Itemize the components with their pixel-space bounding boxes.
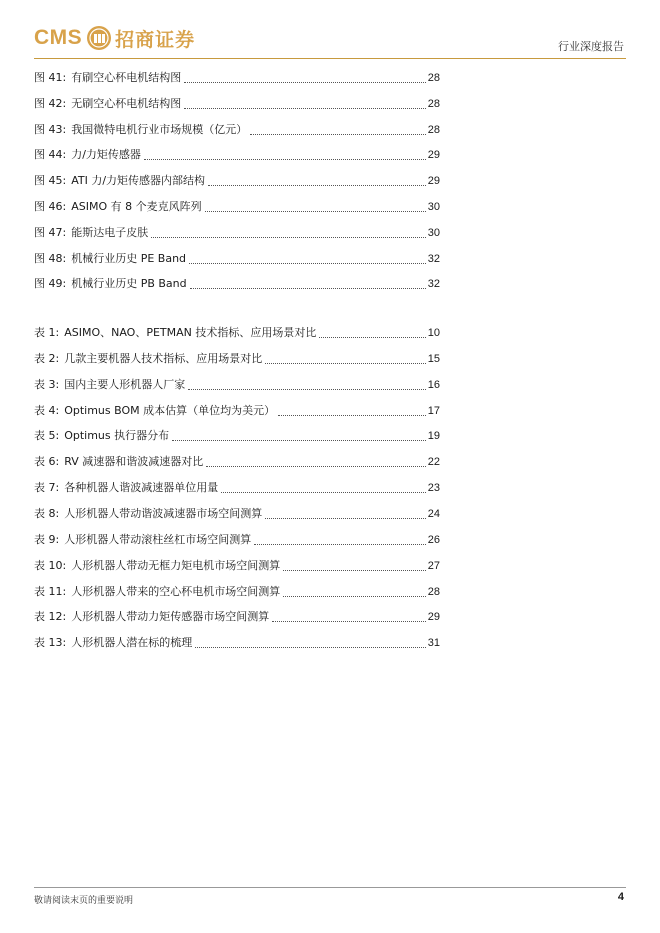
entry-title: 人形机器人带动谐波减速器市场空间测算 [64,506,263,520]
entry-page: 32 [427,278,440,291]
logo-chinese-text: 招商证券 [115,28,196,51]
dot-leader [319,336,425,338]
entry-title: 无刷空心杯电机结构图 [71,96,182,110]
table-entry[interactable] [34,634,440,652]
dot-leader [144,158,426,160]
dot-leader [283,569,426,571]
figure-entry[interactable] [34,146,440,164]
figure-entry[interactable] [34,224,440,242]
entry-page: 19 [427,430,440,443]
entry-title: ATI 力/力矩传感器内部结构 [71,174,206,188]
entry-page: 32 [427,252,440,265]
entry-number: 图 46: [34,200,67,213]
entry-title: 我国微特电机行业市场规模（亿元） [71,122,248,136]
dot-leader [206,465,425,467]
table-entry[interactable] [34,427,440,445]
figure-entry[interactable] [34,172,440,190]
entry-title: RV 减速器和谐波减速器对比 [64,455,204,469]
entry-number: 表 13: [34,636,67,650]
dot-leader [189,262,426,264]
entry-page: 28 [427,97,440,110]
entry-page: 27 [427,559,440,572]
entry-number: 图 49: [34,277,67,291]
entry-page: 30 [427,226,440,239]
header-divider [34,58,626,59]
entry-page: 26 [427,533,440,546]
entry-number: 表 1: [34,326,60,339]
entry-number: 图 45: [34,174,67,188]
figure-entry[interactable] [34,198,440,216]
entry-number: 图 43: [34,122,67,136]
entry-page: 15 [427,352,440,365]
footer-note: 敬请阅读末页的重要说明 [34,896,134,906]
entry-page: 28 [427,123,440,136]
entry-page: 22 [427,456,440,469]
entry-number: 表 11: [34,584,67,598]
entry-number: 图 41: [34,71,67,84]
entry-title: Optimus BOM 成本估算（单位均为美元） [64,403,276,417]
dot-leader [265,517,426,519]
entry-title: 机械行业历史 PE Band [71,251,187,265]
page-header [0,0,660,62]
entry-page: 29 [427,149,440,162]
logo-latin-text: CMS [34,26,83,49]
table-entry[interactable] [34,453,440,471]
entry-page: 10 [427,327,440,339]
entry-number: 表 2: [34,351,60,365]
table-entry[interactable] [34,324,440,342]
entry-title: 几款主要机器人技术指标、应用场景对比 [64,351,263,365]
entry-number: 表 7: [34,481,60,495]
figure-entry[interactable] [34,121,440,139]
dot-leader [151,236,426,238]
dot-leader [278,414,426,416]
entry-title: 人形机器人带动无框力矩电机市场空间测算 [71,558,281,572]
entry-page: 30 [427,201,440,213]
figure-entry[interactable] [34,69,440,87]
report-type: 行业深度报告 [558,40,624,53]
dot-leader [265,362,426,364]
cms-emblem-icon [86,25,112,51]
entry-page: 23 [427,482,440,495]
entry-page: 28 [427,585,440,598]
table-entry[interactable] [34,376,440,394]
entry-title: 人形机器人潜在标的梳理 [71,636,193,650]
entry-number: 表 10: [34,558,67,572]
entry-title: 能斯达电子皮肤 [71,225,149,239]
entry-title: 人形机器人带动力矩传感器市场空间测算 [71,610,270,624]
entry-number: 表 8: [34,506,60,520]
table-entry[interactable] [34,402,440,420]
entry-page: 28 [427,72,440,84]
dot-leader [195,646,426,648]
table-entry[interactable] [34,479,440,497]
entry-page: 29 [427,611,440,624]
entry-title: 力/力矩传感器 [71,148,141,162]
entry-number: 表 9: [34,532,60,546]
figure-entry[interactable] [34,275,440,293]
entry-number: 表 6: [34,455,60,469]
entry-number: 图 48: [34,251,67,265]
entry-number: 图 47: [34,225,67,239]
entry-title: Optimus 执行器分布 [64,429,170,443]
entry-number: 表 4: [34,403,60,417]
entry-title: 人形机器人带动滚柱丝杠市场空间测算 [64,532,252,546]
entry-page: 31 [427,637,440,650]
dot-leader [184,107,426,109]
table-entry[interactable] [34,583,440,601]
dot-leader [272,620,426,622]
table-entry[interactable] [34,505,440,523]
dot-leader [283,595,426,597]
table-entry[interactable] [34,531,440,549]
dot-leader [172,439,426,441]
entry-title: 有刷空心杯电机结构图 [71,71,182,84]
table-entry[interactable] [34,350,440,368]
dot-leader [208,184,426,186]
entry-title: ASIMO、NAO、PETMAN 技术指标、应用场景对比 [64,326,317,339]
table-entry[interactable] [34,557,440,575]
entry-page: 24 [427,507,440,520]
entry-page: 17 [427,404,440,417]
footer-divider [34,887,626,888]
entry-title: 人形机器人带来的空心杯电机市场空间测算 [71,584,281,598]
entry-page: 29 [427,175,440,188]
dot-leader [254,543,426,545]
entry-page: 16 [427,378,440,391]
table-entry[interactable] [34,608,440,626]
figure-entry[interactable] [34,95,440,113]
dot-leader [188,388,426,390]
entry-number: 图 42: [34,96,67,110]
entry-number: 表 5: [34,429,60,443]
page-number: 4 [617,891,624,903]
entry-title: 国内主要人形机器人厂家 [64,377,186,391]
cms-logo [34,22,195,54]
dot-leader [221,491,426,493]
figure-entry[interactable] [34,250,440,268]
entry-number: 图 44: [34,148,67,162]
entry-number: 表 3: [34,377,60,391]
entry-number: 表 12: [34,610,67,624]
dot-leader [190,287,426,289]
dot-leader [184,81,426,83]
dot-leader [205,210,426,212]
entry-title: 机械行业历史 PB Band [71,277,187,291]
dot-leader [250,133,426,135]
entry-title: 各种机器人谐波减速器单位用量 [64,481,219,495]
entry-title: ASIMO 有 8 个麦克风阵列 [71,200,202,213]
